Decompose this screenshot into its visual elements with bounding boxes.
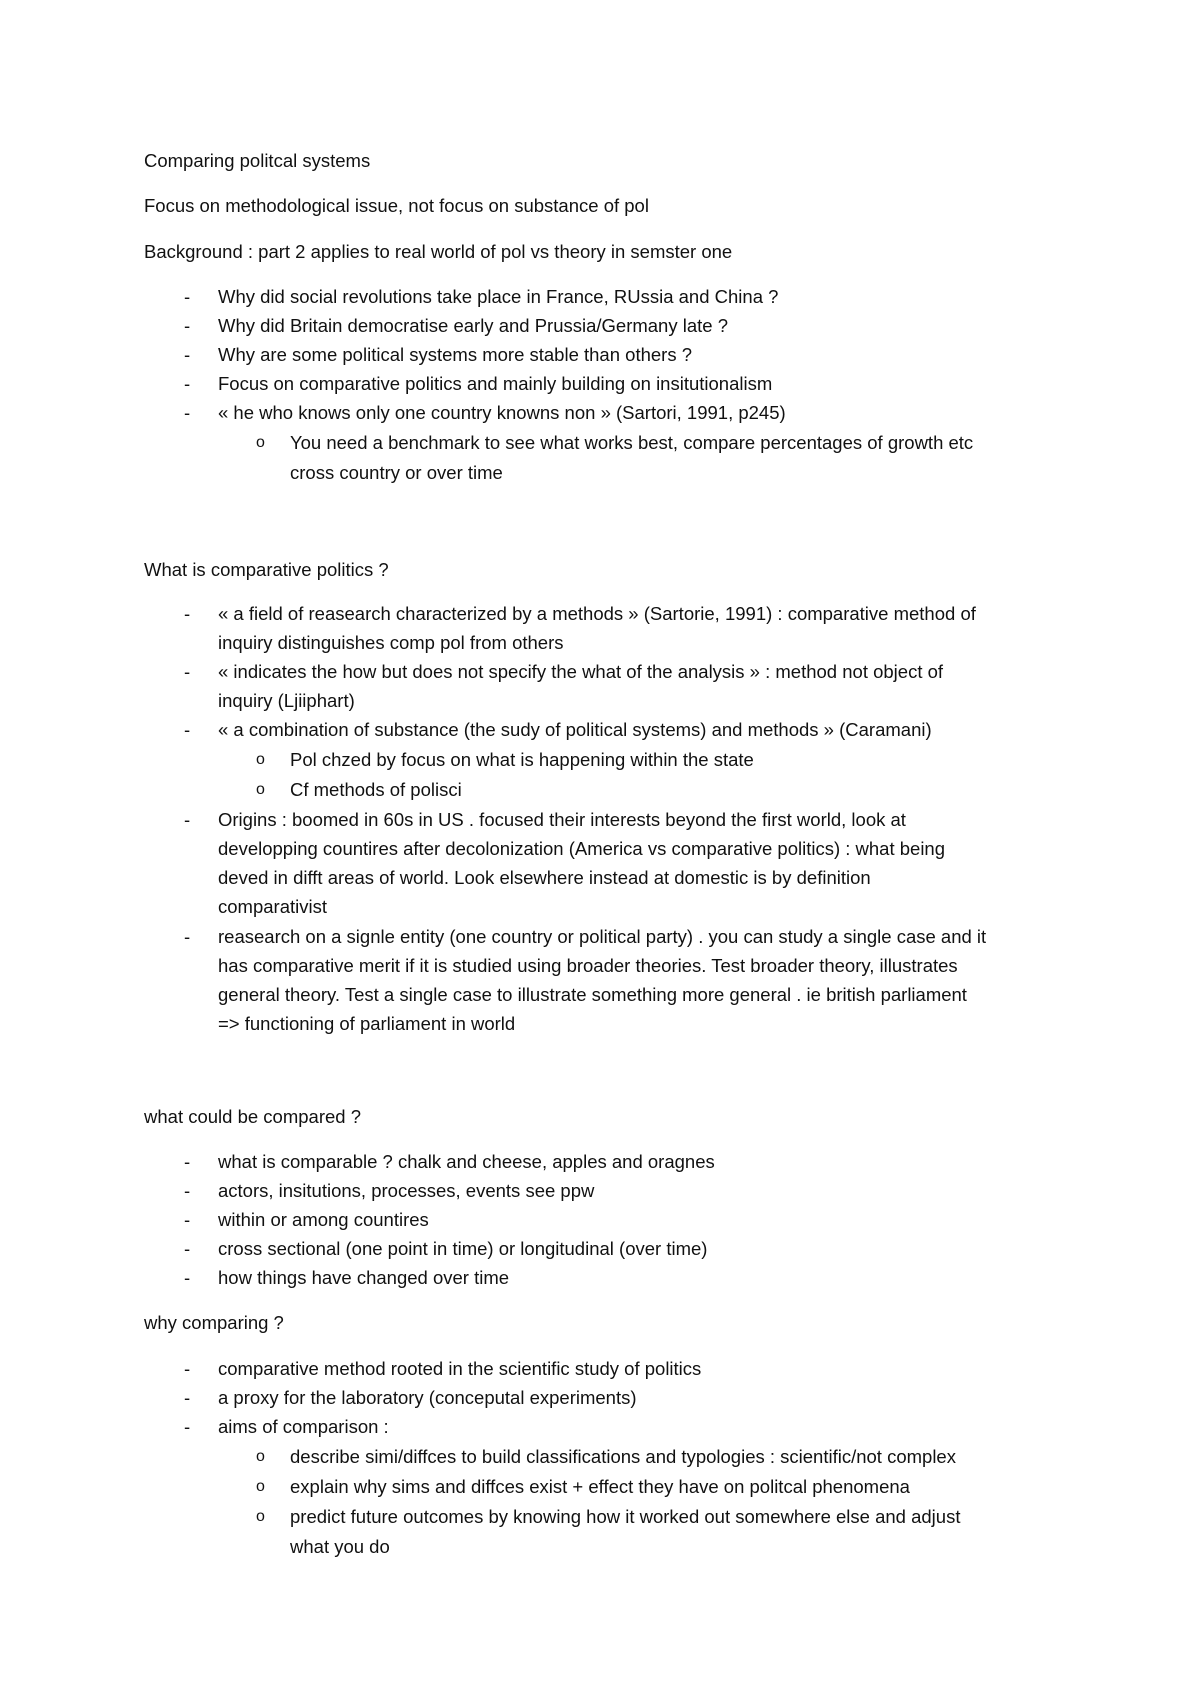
- section-heading-what-could-be-compared: what could be compared ?: [144, 1106, 361, 1127]
- sub-list-item: o predict future outcomes by knowing how it worked out somewhere else and adjust: [144, 1502, 1104, 1531]
- list-item-continuation: inquiry (Ljiiphart): [218, 690, 355, 711]
- bullet-dash: -: [184, 809, 191, 830]
- list-item: - Why did Britain democratise early and Prussia/Germany late ?: [144, 311, 1104, 340]
- bullet-circle: o: [256, 1508, 265, 1525]
- list-item-continuation: => functioning of parliament in world: [218, 1013, 516, 1034]
- sub-list-item-continuation: cross country or over time: [290, 462, 503, 483]
- bullet-dash: -: [184, 1238, 191, 1259]
- bullet-dash: -: [184, 926, 191, 947]
- sub-list-item: o describe simi/diffces to build classifications and typologies : scientific/not complex: [144, 1442, 1104, 1471]
- list-item: - Origins : boomed in 60s in US . focused their interests beyond the first world, look at: [144, 805, 1104, 834]
- sub-list-item: o Cf methods of polisci: [144, 775, 1104, 804]
- sub-list-item: o explain why sims and diffces exist + effect they have on politcal phenomena: [144, 1472, 1104, 1501]
- intro-line-focus: Focus on methodological issue, not focus on substance of pol: [144, 195, 649, 216]
- list-item: - actors, insitutions, processes, events see ppw: [144, 1176, 1104, 1205]
- list-item-continuation: has comparative merit if it is studied using broader theories. Test broader theory, illustrates: [218, 955, 958, 976]
- bullet-dash: -: [184, 603, 191, 624]
- list-item: - cross sectional (one point in time) or longitudinal (over time): [144, 1234, 1104, 1263]
- bullet-circle: o: [256, 781, 265, 798]
- list-item: - within or among countires: [144, 1205, 1104, 1234]
- bullet-dash: -: [184, 373, 191, 394]
- list-item: - aims of comparison :: [144, 1412, 1104, 1441]
- list-item-continuation: inquiry distinguishes comp pol from others: [218, 632, 564, 653]
- sub-list-item: o Pol chzed by focus on what is happening within the state: [144, 745, 1104, 774]
- bullet-dash: -: [184, 1387, 191, 1408]
- bullet-dash: -: [184, 1416, 191, 1437]
- bullet-dash: -: [184, 286, 191, 307]
- list-item: - « a field of reasearch characterized by a methods » (Sartorie, 1991) : comparative method of: [144, 599, 1104, 628]
- section-heading-why-comparing: why comparing ?: [144, 1312, 284, 1333]
- list-item: - reasearch on a signle entity (one country or political party) . you can study a single case and it: [144, 922, 1104, 951]
- bullet-dash: -: [184, 1180, 191, 1201]
- list-item: - « a combination of substance (the sudy of political systems) and methods » (Caramani): [144, 715, 1104, 744]
- intro-line-background: Background : part 2 applies to real world of pol vs theory in semster one: [144, 241, 733, 262]
- list-item: - « indicates the how but does not specify the what of the analysis » : method not object of: [144, 657, 1104, 686]
- list-item: - Focus on comparative politics and mainly building on insitutionalism: [144, 369, 1104, 398]
- list-item: - how things have changed over time: [144, 1263, 1104, 1292]
- list-item-continuation: developping countires after decolonization (America vs comparative politics) : what being: [218, 838, 946, 859]
- list-item: - a proxy for the laboratory (conceputal experiments): [144, 1383, 1104, 1412]
- list-item: - Why are some political systems more stable than others ?: [144, 340, 1104, 369]
- document-title: Comparing politcal systems: [144, 150, 371, 171]
- bullet-circle: o: [256, 1448, 265, 1465]
- bullet-circle: o: [256, 434, 265, 451]
- bullet-circle: o: [256, 1478, 265, 1495]
- bullet-dash: -: [184, 1358, 191, 1379]
- sub-list-item-continuation: what you do: [290, 1536, 390, 1557]
- list-item: - comparative method rooted in the scientific study of politics: [144, 1354, 1104, 1383]
- bullet-dash: -: [184, 1209, 191, 1230]
- list-item-continuation: general theory. Test a single case to illustrate something more general . ie british parliament: [218, 984, 967, 1005]
- bullet-dash: -: [184, 1151, 191, 1172]
- list-item-continuation: comparativist: [218, 896, 327, 917]
- bullet-dash: -: [184, 719, 191, 740]
- section-heading-what-is-comparative: What is comparative politics ?: [144, 559, 389, 580]
- bullet-dash: -: [184, 402, 191, 423]
- bullet-circle: o: [256, 751, 265, 768]
- list-item: - Why did social revolutions take place in France, RUssia and China ?: [144, 282, 1104, 311]
- list-item: - what is comparable ? chalk and cheese, apples and oragnes: [144, 1147, 1104, 1176]
- list-item-continuation: deved in difft areas of world. Look elsewhere instead at domestic is by definition: [218, 867, 871, 888]
- sub-list-item: o You need a benchmark to see what works best, compare percentages of growth etc: [144, 428, 1104, 457]
- bullet-dash: -: [184, 1267, 191, 1288]
- list-item: - « he who knows only one country knowns non » (Sartori, 1991, p245): [144, 398, 1104, 427]
- bullet-dash: -: [184, 661, 191, 682]
- bullet-dash: -: [184, 344, 191, 365]
- bullet-dash: -: [184, 315, 191, 336]
